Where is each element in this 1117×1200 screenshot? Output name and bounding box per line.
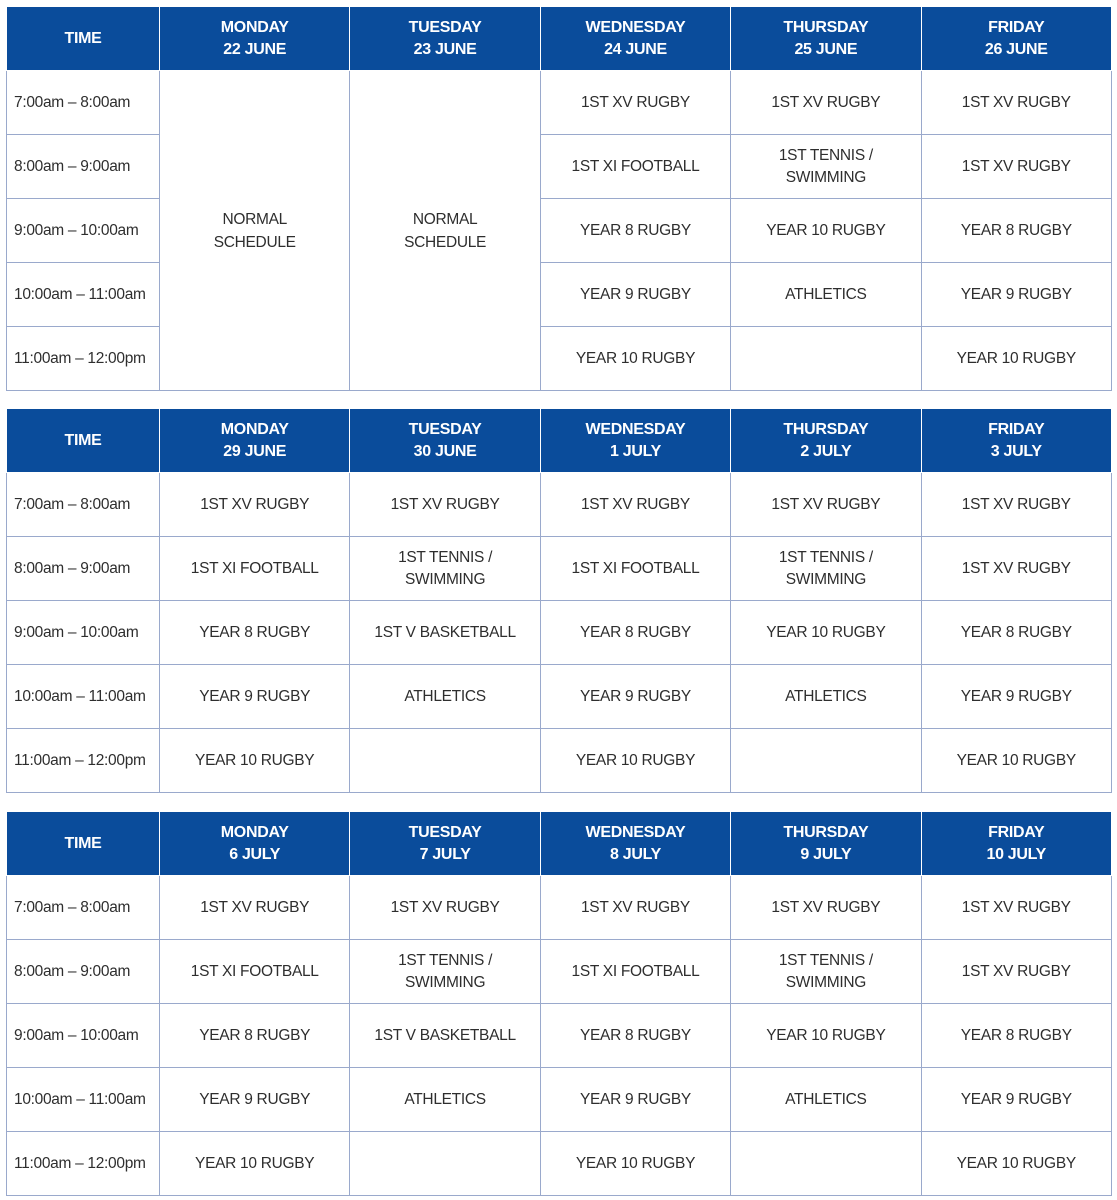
time-slot: 11:00am – 12:00pm: [7, 327, 160, 391]
day-header-monday: MONDAY 22 JUNE: [160, 7, 350, 71]
day-header-wednesday: WEDNESDAY 8 JULY: [540, 812, 730, 876]
activity-cell: 1ST V BASKETBALL: [350, 601, 540, 665]
activity-cell: 1ST XI FOOTBALL: [540, 537, 730, 601]
activity-cell: YEAR 8 RUGBY: [160, 1004, 350, 1068]
table-row: [7, 665, 1112, 729]
time-header: TIME: [7, 7, 160, 71]
week-1-table: [6, 6, 1112, 391]
activity-cell: 1ST XV RUGBY: [731, 71, 921, 135]
day-header-monday: MONDAY 29 JUNE: [160, 409, 350, 473]
activity-cell: [350, 1132, 540, 1196]
table-row: [7, 940, 1112, 1004]
day-header-tuesday: TUESDAY 7 JULY: [350, 812, 540, 876]
header-row: [7, 7, 1112, 71]
table-row: [7, 876, 1112, 940]
day-header-thursday: THURSDAY 2 JULY: [731, 409, 921, 473]
activity-cell: YEAR 10 RUGBY: [921, 1132, 1111, 1196]
table-row: [7, 537, 1112, 601]
time-slot: 8:00am – 9:00am: [7, 537, 160, 601]
activity-cell: 1ST TENNIS / SWIMMING: [731, 135, 921, 199]
time-slot: 10:00am – 11:00am: [7, 665, 160, 729]
activity-cell: 1ST XV RUGBY: [350, 473, 540, 537]
activity-cell: 1ST TENNIS / SWIMMING: [731, 537, 921, 601]
table-row: [7, 729, 1112, 793]
activity-cell: YEAR 9 RUGBY: [921, 263, 1111, 327]
table-row: [7, 473, 1112, 537]
day-header-friday: FRIDAY 26 JUNE: [921, 7, 1111, 71]
activity-cell: 1ST V BASKETBALL: [350, 1004, 540, 1068]
time-slot: 8:00am – 9:00am: [7, 135, 160, 199]
activity-cell: 1ST XI FOOTBALL: [540, 135, 730, 199]
activity-cell: YEAR 9 RUGBY: [160, 665, 350, 729]
day-header-thursday: THURSDAY 9 JULY: [731, 812, 921, 876]
time-slot: 9:00am – 10:00am: [7, 601, 160, 665]
header-row: [7, 812, 1112, 876]
time-slot: 11:00am – 12:00pm: [7, 1132, 160, 1196]
activity-cell: 1ST XV RUGBY: [540, 71, 730, 135]
activity-cell: 1ST XV RUGBY: [160, 876, 350, 940]
activity-cell: YEAR 10 RUGBY: [540, 729, 730, 793]
activity-cell: YEAR 10 RUGBY: [731, 601, 921, 665]
table-row: [7, 1068, 1112, 1132]
activity-cell: 1ST XV RUGBY: [540, 473, 730, 537]
activity-cell: 1ST XV RUGBY: [731, 473, 921, 537]
activity-cell: 1ST XV RUGBY: [921, 940, 1111, 1004]
day-header-tuesday: TUESDAY 23 JUNE: [350, 7, 540, 71]
activity-cell: YEAR 9 RUGBY: [921, 1068, 1111, 1132]
activity-cell: 1ST XV RUGBY: [921, 537, 1111, 601]
activity-cell: YEAR 10 RUGBY: [921, 327, 1111, 391]
activity-cell: 1ST XV RUGBY: [540, 876, 730, 940]
header-row: [7, 409, 1112, 473]
activity-cell: [731, 729, 921, 793]
time-header: TIME: [7, 409, 160, 473]
activity-cell: YEAR 8 RUGBY: [540, 1004, 730, 1068]
time-slot: 7:00am – 8:00am: [7, 876, 160, 940]
activity-cell: YEAR 8 RUGBY: [160, 601, 350, 665]
day-header-tuesday: TUESDAY 30 JUNE: [350, 409, 540, 473]
day-header-wednesday: WEDNESDAY 24 JUNE: [540, 7, 730, 71]
activity-cell: YEAR 9 RUGBY: [540, 665, 730, 729]
activity-cell: YEAR 10 RUGBY: [160, 1132, 350, 1196]
activity-cell: 1ST TENNIS / SWIMMING: [350, 537, 540, 601]
activity-cell: YEAR 9 RUGBY: [540, 1068, 730, 1132]
week-3-table: [6, 811, 1112, 1196]
time-slot: 8:00am – 9:00am: [7, 940, 160, 1004]
time-slot: 11:00am – 12:00pm: [7, 729, 160, 793]
activity-cell: YEAR 8 RUGBY: [921, 1004, 1111, 1068]
activity-cell: 1ST XV RUGBY: [731, 876, 921, 940]
activity-cell: ATHLETICS: [350, 665, 540, 729]
activity-cell: 1ST XV RUGBY: [921, 71, 1111, 135]
activity-cell: YEAR 10 RUGBY: [160, 729, 350, 793]
activity-cell: YEAR 8 RUGBY: [540, 199, 730, 263]
table-row: [7, 71, 1112, 135]
activity-cell: 1ST XV RUGBY: [921, 135, 1111, 199]
activity-cell: YEAR 10 RUGBY: [540, 327, 730, 391]
week-2-table: [6, 408, 1112, 793]
activity-cell: 1ST TENNIS / SWIMMING: [350, 940, 540, 1004]
time-header: TIME: [7, 812, 160, 876]
time-slot: 7:00am – 8:00am: [7, 71, 160, 135]
table-row: [7, 1004, 1112, 1068]
activity-cell: YEAR 8 RUGBY: [540, 601, 730, 665]
activity-cell: YEAR 10 RUGBY: [921, 729, 1111, 793]
day-header-thursday: THURSDAY 25 JUNE: [731, 7, 921, 71]
activity-cell: 1ST XV RUGBY: [921, 876, 1111, 940]
activity-cell: ATHLETICS: [350, 1068, 540, 1132]
activity-cell: YEAR 8 RUGBY: [921, 601, 1111, 665]
activity-cell: YEAR 9 RUGBY: [540, 263, 730, 327]
activity-cell: ATHLETICS: [731, 1068, 921, 1132]
activity-cell: 1ST XV RUGBY: [921, 473, 1111, 537]
activity-cell: 1ST TENNIS / SWIMMING: [731, 940, 921, 1004]
activity-cell: [731, 327, 921, 391]
activity-cell: YEAR 8 RUGBY: [921, 199, 1111, 263]
normal-schedule-monday: NORMAL SCHEDULE: [160, 71, 350, 391]
activity-cell: 1ST XV RUGBY: [160, 473, 350, 537]
day-header-monday: MONDAY 6 JULY: [160, 812, 350, 876]
time-slot: 7:00am – 8:00am: [7, 473, 160, 537]
normal-schedule-tuesday: NORMAL SCHEDULE: [350, 71, 540, 391]
activity-cell: 1ST XI FOOTBALL: [540, 940, 730, 1004]
time-slot: 10:00am – 11:00am: [7, 1068, 160, 1132]
activity-cell: YEAR 10 RUGBY: [731, 1004, 921, 1068]
activity-cell: 1ST XI FOOTBALL: [160, 940, 350, 1004]
time-slot: 10:00am – 11:00am: [7, 263, 160, 327]
time-slot: 9:00am – 10:00am: [7, 1004, 160, 1068]
activity-cell: ATHLETICS: [731, 263, 921, 327]
table-row: [7, 1132, 1112, 1196]
day-header-friday: FRIDAY 3 JULY: [921, 409, 1111, 473]
activity-cell: YEAR 9 RUGBY: [160, 1068, 350, 1132]
activity-cell: YEAR 9 RUGBY: [921, 665, 1111, 729]
day-header-friday: FRIDAY 10 JULY: [921, 812, 1111, 876]
table-row: [7, 601, 1112, 665]
activity-cell: 1ST XV RUGBY: [350, 876, 540, 940]
activity-cell: ATHLETICS: [731, 665, 921, 729]
activity-cell: [350, 729, 540, 793]
day-header-wednesday: WEDNESDAY 1 JULY: [540, 409, 730, 473]
activity-cell: YEAR 10 RUGBY: [731, 199, 921, 263]
time-slot: 9:00am – 10:00am: [7, 199, 160, 263]
activity-cell: YEAR 10 RUGBY: [540, 1132, 730, 1196]
activity-cell: 1ST XI FOOTBALL: [160, 537, 350, 601]
activity-cell: [731, 1132, 921, 1196]
